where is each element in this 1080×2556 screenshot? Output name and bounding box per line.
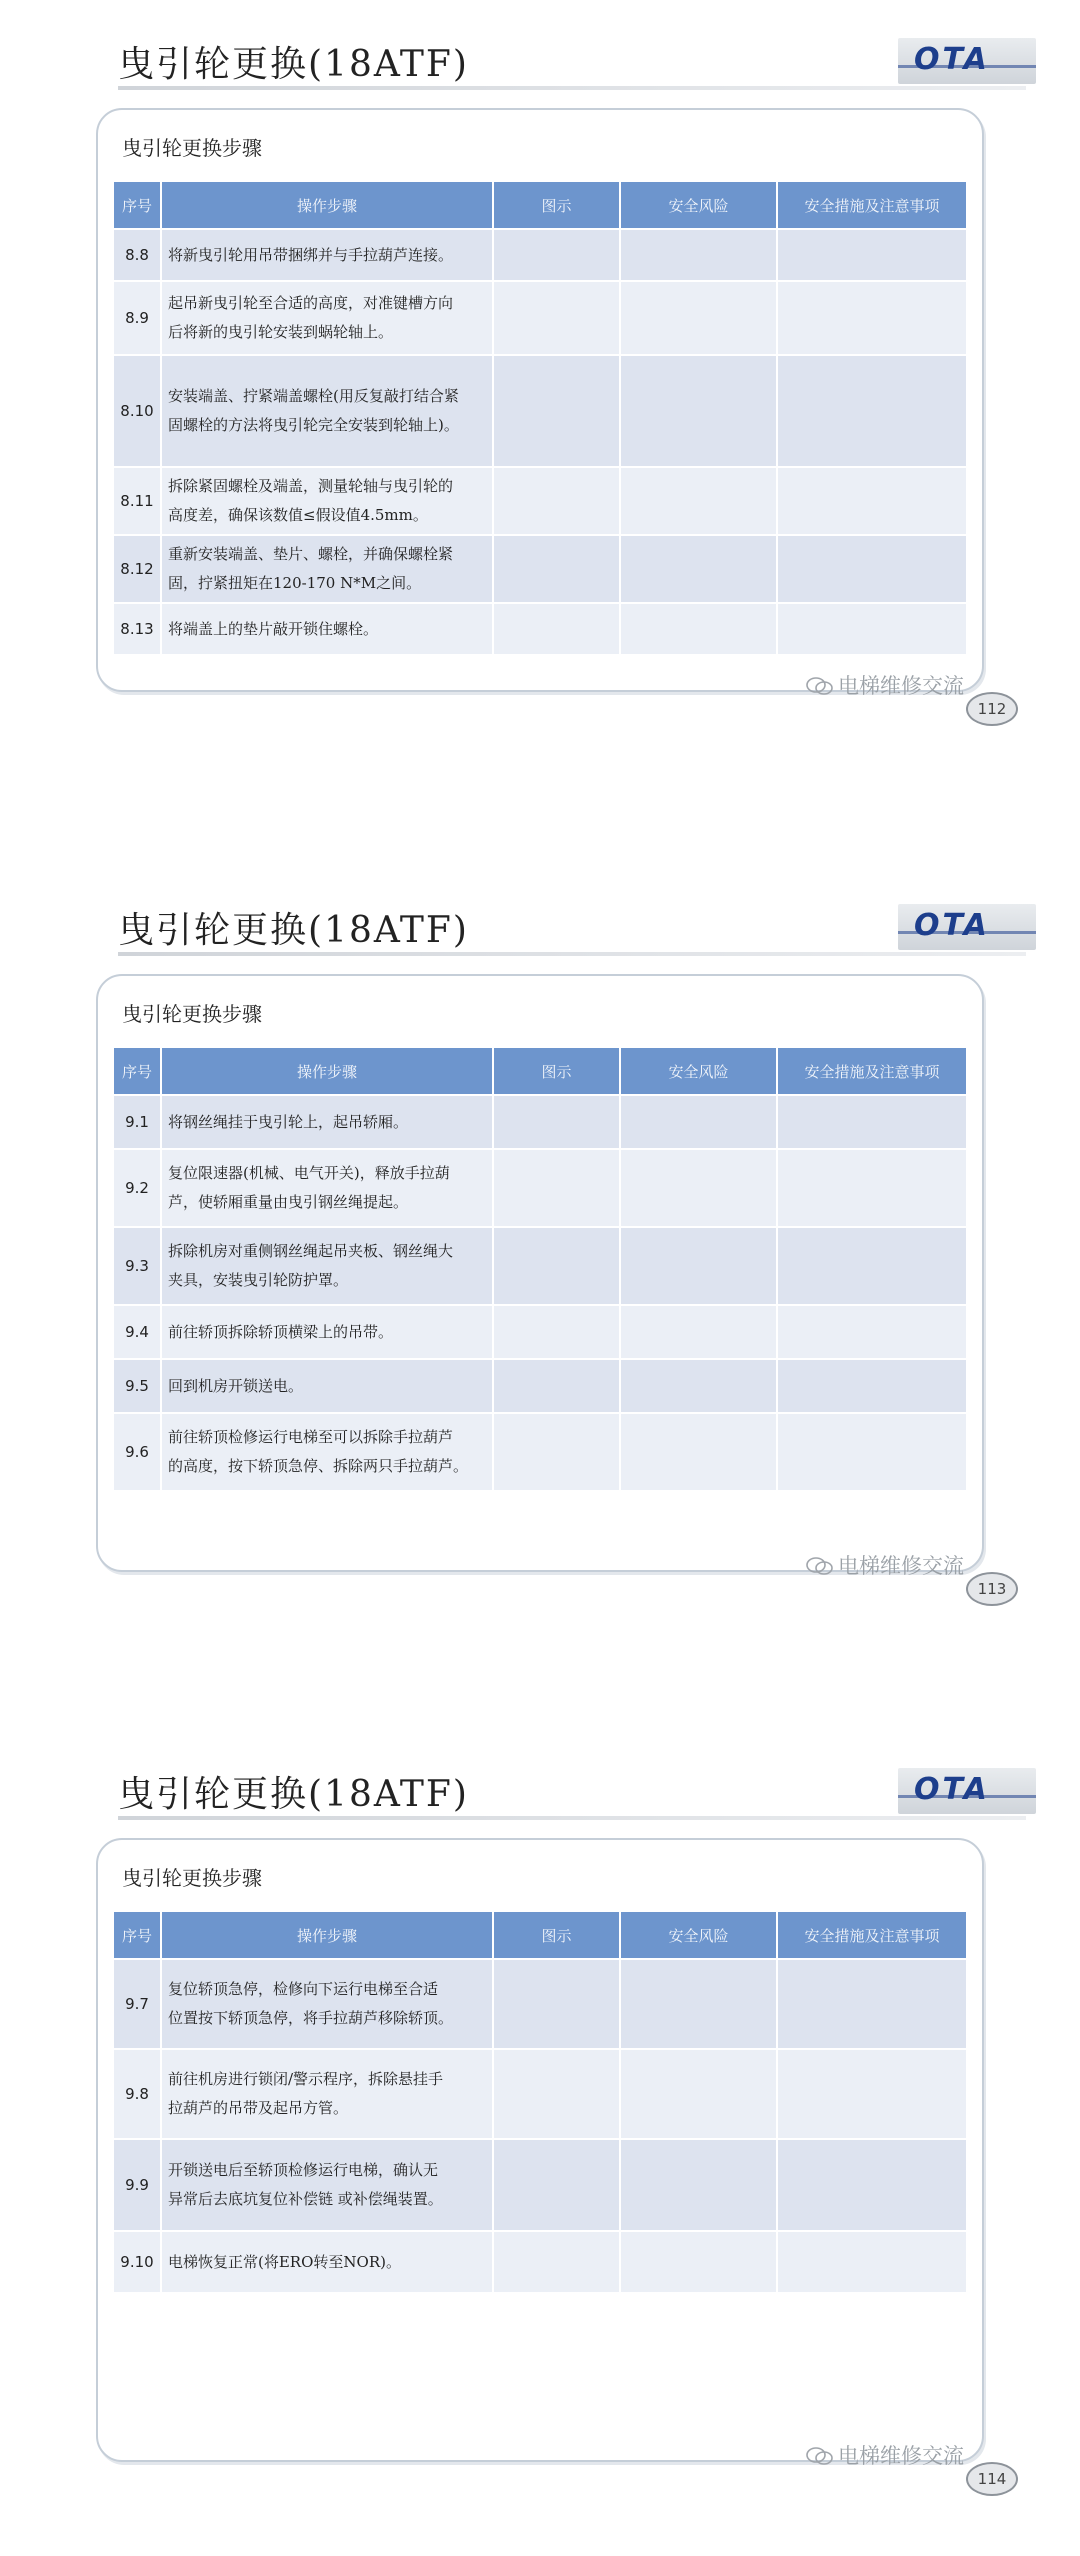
steps-panel: [96, 1838, 984, 2462]
wechat-icon: [806, 2446, 834, 2466]
step-measures-cell: [778, 1150, 966, 1226]
step-description: [162, 1150, 492, 1226]
step-description-line: 将钢丝绳挂于曳引轮上，起吊轿厢。: [168, 1112, 409, 1131]
wechat-icon: [806, 1556, 834, 1576]
steps-table: [112, 1046, 968, 1492]
step-description: [162, 1360, 492, 1412]
watermark: [806, 1550, 964, 1580]
table-header-row: [114, 182, 966, 228]
step-description-line: 拉葫芦的吊带及起吊方管。: [168, 2099, 349, 2117]
step-risk-cell: [621, 1228, 776, 1304]
step-measures-cell: [778, 1360, 966, 1412]
step-diagram-cell: [494, 1960, 619, 2048]
ota-logo: [898, 38, 1036, 84]
col-header-diagram: 图示: [494, 1048, 619, 1094]
slide: [0, 866, 1080, 1692]
table-row: [114, 2140, 966, 2230]
step-diagram-cell: [494, 1228, 619, 1304]
table-row: [114, 1360, 966, 1412]
step-diagram-cell: [494, 1414, 619, 1490]
slide-title: 曳引轮更换(18ATF): [118, 910, 469, 951]
step-risk-cell: [621, 356, 776, 466]
step-number: 9.8: [114, 2050, 160, 2138]
step-number: 8.9: [114, 282, 160, 354]
step-diagram-cell: [494, 2140, 619, 2230]
watermark: [806, 670, 964, 700]
steps-panel: [96, 108, 984, 692]
step-measures-cell: [778, 1960, 966, 2048]
step-description: [162, 536, 492, 602]
step-description-line: 开锁送电后至轿顶检修运行电梯，确认无: [168, 2161, 439, 2179]
step-risk-cell: [621, 1360, 776, 1412]
step-number: 9.6: [114, 1414, 160, 1490]
table-row: [114, 468, 966, 534]
step-number: 9.9: [114, 2140, 160, 2230]
step-description-line: 前往轿顶检修运行电梯至可以拆除手拉葫芦: [168, 1428, 454, 1446]
table-row: [114, 1414, 966, 1490]
step-diagram-cell: [494, 1306, 619, 1358]
col-header-diagram: 图示: [494, 1912, 619, 1958]
step-risk-cell: [621, 604, 776, 654]
step-description: [162, 604, 492, 654]
ota-logo: [898, 1768, 1036, 1814]
step-description-line: 将新曳引轮用吊带捆绑并与手拉葫芦连接。: [168, 245, 454, 264]
step-diagram-cell: [494, 356, 619, 466]
step-risk-cell: [621, 1306, 776, 1358]
steps-table: [112, 180, 968, 656]
step-description-line: 复位限速器(机械、电气开关)，释放手拉葫: [168, 1164, 450, 1182]
steps-panel: [96, 974, 984, 1572]
step-description-line: 回到机房开锁送电。: [168, 1376, 304, 1395]
col-header-measures: 安全措施及注意事项: [778, 1048, 966, 1094]
step-diagram-cell: [494, 1360, 619, 1412]
step-measures-cell: [778, 2050, 966, 2138]
table-row: [114, 230, 966, 280]
step-description: [162, 1096, 492, 1148]
step-measures-cell: [778, 1228, 966, 1304]
step-measures-cell: [778, 1414, 966, 1490]
logo-text: OTA: [914, 1772, 990, 1807]
step-number: 9.5: [114, 1360, 160, 1412]
step-diagram-cell: [494, 1150, 619, 1226]
slide: [0, 1730, 1080, 2556]
step-diagram-cell: [494, 468, 619, 534]
step-diagram-cell: [494, 1096, 619, 1148]
step-description-line: 位置按下轿顶急停，将手拉葫芦移除轿顶。: [168, 2009, 454, 2027]
step-measures-cell: [778, 2232, 966, 2292]
table-row: [114, 1096, 966, 1148]
step-description-line: 复位轿顶急停，检修向下运行电梯至合适: [168, 1980, 439, 1998]
table-row: [114, 282, 966, 354]
panel-heading: 曳引轮更换步骤: [122, 1866, 262, 1890]
col-header-diagram: 图示: [494, 182, 619, 228]
step-number: 8.12: [114, 536, 160, 602]
step-diagram-cell: [494, 536, 619, 602]
col-header-risk: 安全风险: [621, 1912, 776, 1958]
col-header-measures: 安全措施及注意事项: [778, 182, 966, 228]
col-header-step: 操作步骤: [162, 1912, 492, 1958]
table-row: [114, 1150, 966, 1226]
page-number: 114: [966, 2462, 1018, 2496]
step-description-line: 后将新的曳引轮安装到蜗轮轴上。: [168, 323, 394, 341]
step-number: 8.10: [114, 356, 160, 466]
wechat-icon: [806, 676, 834, 696]
table-header-row: [114, 1048, 966, 1094]
step-description-line: 安装端盖、拧紧端盖螺栓(用反复敲打结合紧: [168, 387, 459, 405]
step-risk-cell: [621, 282, 776, 354]
title-divider: [118, 1816, 1026, 1820]
step-number: 8.13: [114, 604, 160, 654]
step-description-line: 起吊新曳引轮至合适的高度，对准键槽方向: [168, 294, 454, 312]
step-description: [162, 356, 492, 466]
step-risk-cell: [621, 1150, 776, 1226]
step-measures-cell: [778, 1096, 966, 1148]
step-description: [162, 230, 492, 280]
step-risk-cell: [621, 230, 776, 280]
step-description-line: 电梯恢复正常(将ERO转至NOR)。: [168, 2252, 401, 2271]
step-diagram-cell: [494, 604, 619, 654]
step-description-line: 前往轿顶拆除轿顶横梁上的吊带。: [168, 1322, 394, 1341]
step-description-line: 固螺栓的方法将曳引轮完全安装到轮轴上)。: [168, 416, 459, 434]
step-number: 9.7: [114, 1960, 160, 2048]
col-header-index: 序号: [114, 1048, 160, 1094]
step-description-line: 固，拧紧扭矩在120-170 N*M之间。: [168, 574, 422, 592]
step-measures-cell: [778, 2140, 966, 2230]
step-diagram-cell: [494, 282, 619, 354]
step-description: [162, 1228, 492, 1304]
watermark-text: 电梯维修交流: [838, 1554, 964, 1578]
step-measures-cell: [778, 604, 966, 654]
logo-text: OTA: [914, 42, 990, 77]
ota-logo: [898, 904, 1036, 950]
step-diagram-cell: [494, 2050, 619, 2138]
step-description-line: 夹具，安装曳引轮防护罩。: [168, 1271, 349, 1289]
step-description: [162, 468, 492, 534]
col-header-measures: 安全措施及注意事项: [778, 1912, 966, 1958]
step-description-line: 拆除机房对重侧钢丝绳起吊夹板、钢丝绳大: [168, 1242, 454, 1260]
slide: [0, 0, 1080, 826]
step-risk-cell: [621, 536, 776, 602]
step-diagram-cell: [494, 2232, 619, 2292]
table-row: [114, 536, 966, 602]
step-description: [162, 1960, 492, 2048]
step-measures-cell: [778, 1306, 966, 1358]
step-risk-cell: [621, 468, 776, 534]
logo-text: OTA: [914, 908, 990, 943]
step-description: [162, 1414, 492, 1490]
step-description: [162, 282, 492, 354]
step-measures-cell: [778, 536, 966, 602]
step-measures-cell: [778, 468, 966, 534]
watermark-text: 电梯维修交流: [838, 2444, 964, 2468]
watermark: [806, 2440, 964, 2470]
step-risk-cell: [621, 2232, 776, 2292]
step-measures-cell: [778, 282, 966, 354]
step-number: 9.4: [114, 1306, 160, 1358]
slide-title: 曳引轮更换(18ATF): [118, 44, 469, 85]
title-divider: [118, 952, 1026, 956]
col-header-step: 操作步骤: [162, 1048, 492, 1094]
panel-heading: 曳引轮更换步骤: [122, 1002, 262, 1026]
step-description: [162, 2050, 492, 2138]
step-number: 9.1: [114, 1096, 160, 1148]
watermark-text: 电梯维修交流: [838, 674, 964, 698]
step-number: 9.2: [114, 1150, 160, 1226]
table-row: [114, 1306, 966, 1358]
step-number: 8.11: [114, 468, 160, 534]
page-number: 113: [966, 1572, 1018, 1606]
title-divider: [118, 86, 1026, 90]
step-risk-cell: [621, 1414, 776, 1490]
table-row: [114, 356, 966, 466]
step-description-line: 将端盖上的垫片敲开锁住螺栓。: [168, 619, 379, 638]
col-header-risk: 安全风险: [621, 182, 776, 228]
step-number: 8.8: [114, 230, 160, 280]
step-description-line: 的高度，按下轿顶急停、拆除两只手拉葫芦。: [168, 1457, 469, 1475]
step-description: [162, 1306, 492, 1358]
step-number: 9.10: [114, 2232, 160, 2292]
steps-table: [112, 1910, 968, 2294]
step-risk-cell: [621, 2050, 776, 2138]
step-risk-cell: [621, 2140, 776, 2230]
step-description-line: 重新安装端盖、垫片、螺栓，并确保螺栓紧: [168, 545, 454, 563]
col-header-step: 操作步骤: [162, 182, 492, 228]
panel-heading: 曳引轮更换步骤: [122, 136, 262, 160]
step-diagram-cell: [494, 230, 619, 280]
table-row: [114, 2050, 966, 2138]
step-description-line: 高度差，确保该数值≤假设值4.5mm。: [168, 506, 428, 524]
col-header-index: 序号: [114, 1912, 160, 1958]
step-description: [162, 2140, 492, 2230]
step-description-line: 芦，使轿厢重量由曳引钢丝绳提起。: [168, 1193, 409, 1211]
table-row: [114, 1960, 966, 2048]
step-risk-cell: [621, 1096, 776, 1148]
step-risk-cell: [621, 1960, 776, 2048]
slide-title: 曳引轮更换(18ATF): [118, 1774, 469, 1815]
col-header-index: 序号: [114, 182, 160, 228]
step-number: 9.3: [114, 1228, 160, 1304]
table-row: [114, 1228, 966, 1304]
step-description-line: 异常后去底坑复位补偿链 或补偿绳装置。: [168, 2190, 443, 2208]
col-header-risk: 安全风险: [621, 1048, 776, 1094]
step-description-line: 拆除紧固螺栓及端盖，测量轮轴与曳引轮的: [168, 477, 454, 495]
page-number: 112: [966, 692, 1018, 726]
table-row: [114, 604, 966, 654]
table-row: [114, 2232, 966, 2292]
step-description: [162, 2232, 492, 2292]
step-measures-cell: [778, 230, 966, 280]
step-description-line: 前往机房进行锁闭/警示程序，拆除悬挂手: [168, 2070, 444, 2088]
table-header-row: [114, 1912, 966, 1958]
step-measures-cell: [778, 356, 966, 466]
